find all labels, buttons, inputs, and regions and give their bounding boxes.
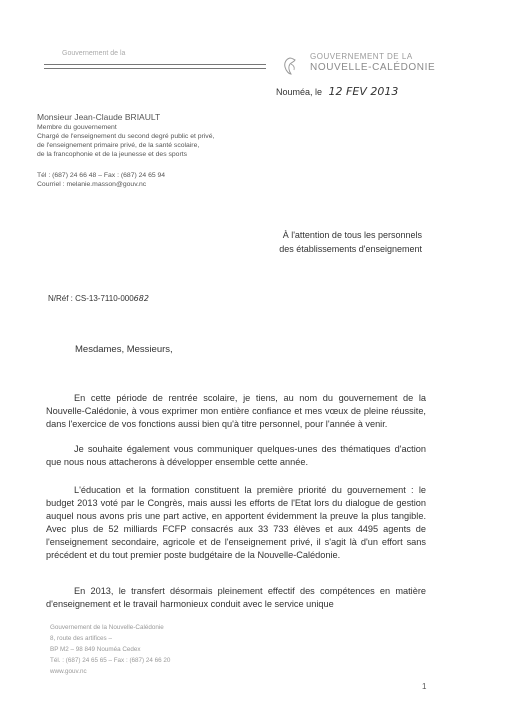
government-title-line1: GOUVERNEMENT DE LA [310, 52, 413, 61]
footer-line: 8, route des artifices – [50, 635, 112, 642]
salutation: Mesdames, Messieurs, [75, 344, 173, 355]
footer-line: Tél. : (687) 24 65 65 – Fax : (687) 24 66 20 [50, 657, 171, 664]
footer-line: BP M2 – 98 849 Nouméa Cedex [50, 646, 141, 653]
reference-handwritten-number: 682 [133, 294, 149, 303]
date-stamp: 12 FEV 2013 [328, 85, 399, 98]
body-paragraph [46, 585, 426, 611]
sender-phone: Tél : (687) 24 66 48 – Fax : (687) 24 65 94 [37, 172, 166, 179]
paragraph-text: Je souhaite également vous communiquer quelques-unes des thématiques d'action que nous nous attacherons à développer ensemble cette année. [46, 444, 426, 467]
reference-prefix: N/Réf : CS-13-7110-000 [48, 294, 134, 303]
header-rule-bottom [44, 68, 266, 69]
sender-name: Monsieur Jean-Claude BRIAULT [37, 112, 161, 122]
government-title-line2: NOUVELLE-CALÉDONIE [310, 62, 436, 73]
paragraph-text: En 2013, le transfert désormais pleinement effectif des compétences en matière d'enseignement et le travail harmonieux conduit avec le service unique [46, 586, 426, 609]
body-paragraph [46, 484, 426, 562]
paragraph-text: En cette période de rentrée scolaire, je tiens, au nom du gouvernement de la Nouvelle-Calédonie, à vous exprimer mon entière confiance et mes vœux de pleine réussite, dans l'exercice de vos fonctions aussi bien qu'à titre personnel, pour l'année à venir. [46, 393, 426, 429]
sender-email: Courriel : melanie.masson@gouv.nc [37, 181, 147, 188]
reference [48, 294, 149, 303]
body-paragraph [46, 392, 426, 431]
footer-line: www.gouv.nc [50, 668, 87, 675]
place-label: Nouméa, le [276, 87, 323, 97]
header-rule-top [44, 64, 266, 65]
sender-role-line: Membre du gouvernement [37, 124, 117, 131]
sender-role-line: de la francophonie et de la jeunesse et des sports [37, 151, 188, 158]
footer-line: Gouvernement de la Nouvelle-Calédonie [50, 624, 164, 631]
sender-role-line: Chargé de l'enseignement du second degré public et privé, [37, 133, 215, 140]
body-paragraph [46, 443, 426, 469]
attention-line1: À l'attention de tous les personnels [282, 230, 422, 240]
paragraph-text: L'éducation et la formation constituent la première priorité du gouvernement : le budget 2013 voté par le Congrès, mais aussi les efforts de l'Etat lors du dialogue de gestion auquel nous avons pris une part active, en apportent évidemment la preuve la plus tangible. Avec plus de 52 milliards FCFP consacrés aux 33 733 élèves et aux 4495 agents de l'enseignement secondaire, agricole et de l'enseignement privé, il s'agit là d'un effort sans précédent et du tout premier poste budgétaire de la Nouvelle-Calédonie. [46, 485, 426, 560]
sender-role-line: de l'enseignement primaire privé, de la santé scolaire, [37, 142, 200, 149]
attention-line2: des établissements d'enseignement [279, 244, 422, 254]
header-small-text: Gouvernement de la [62, 50, 126, 57]
cagou-seal-icon [281, 56, 299, 76]
page-number: 1 [422, 682, 427, 691]
place-date [276, 85, 398, 98]
